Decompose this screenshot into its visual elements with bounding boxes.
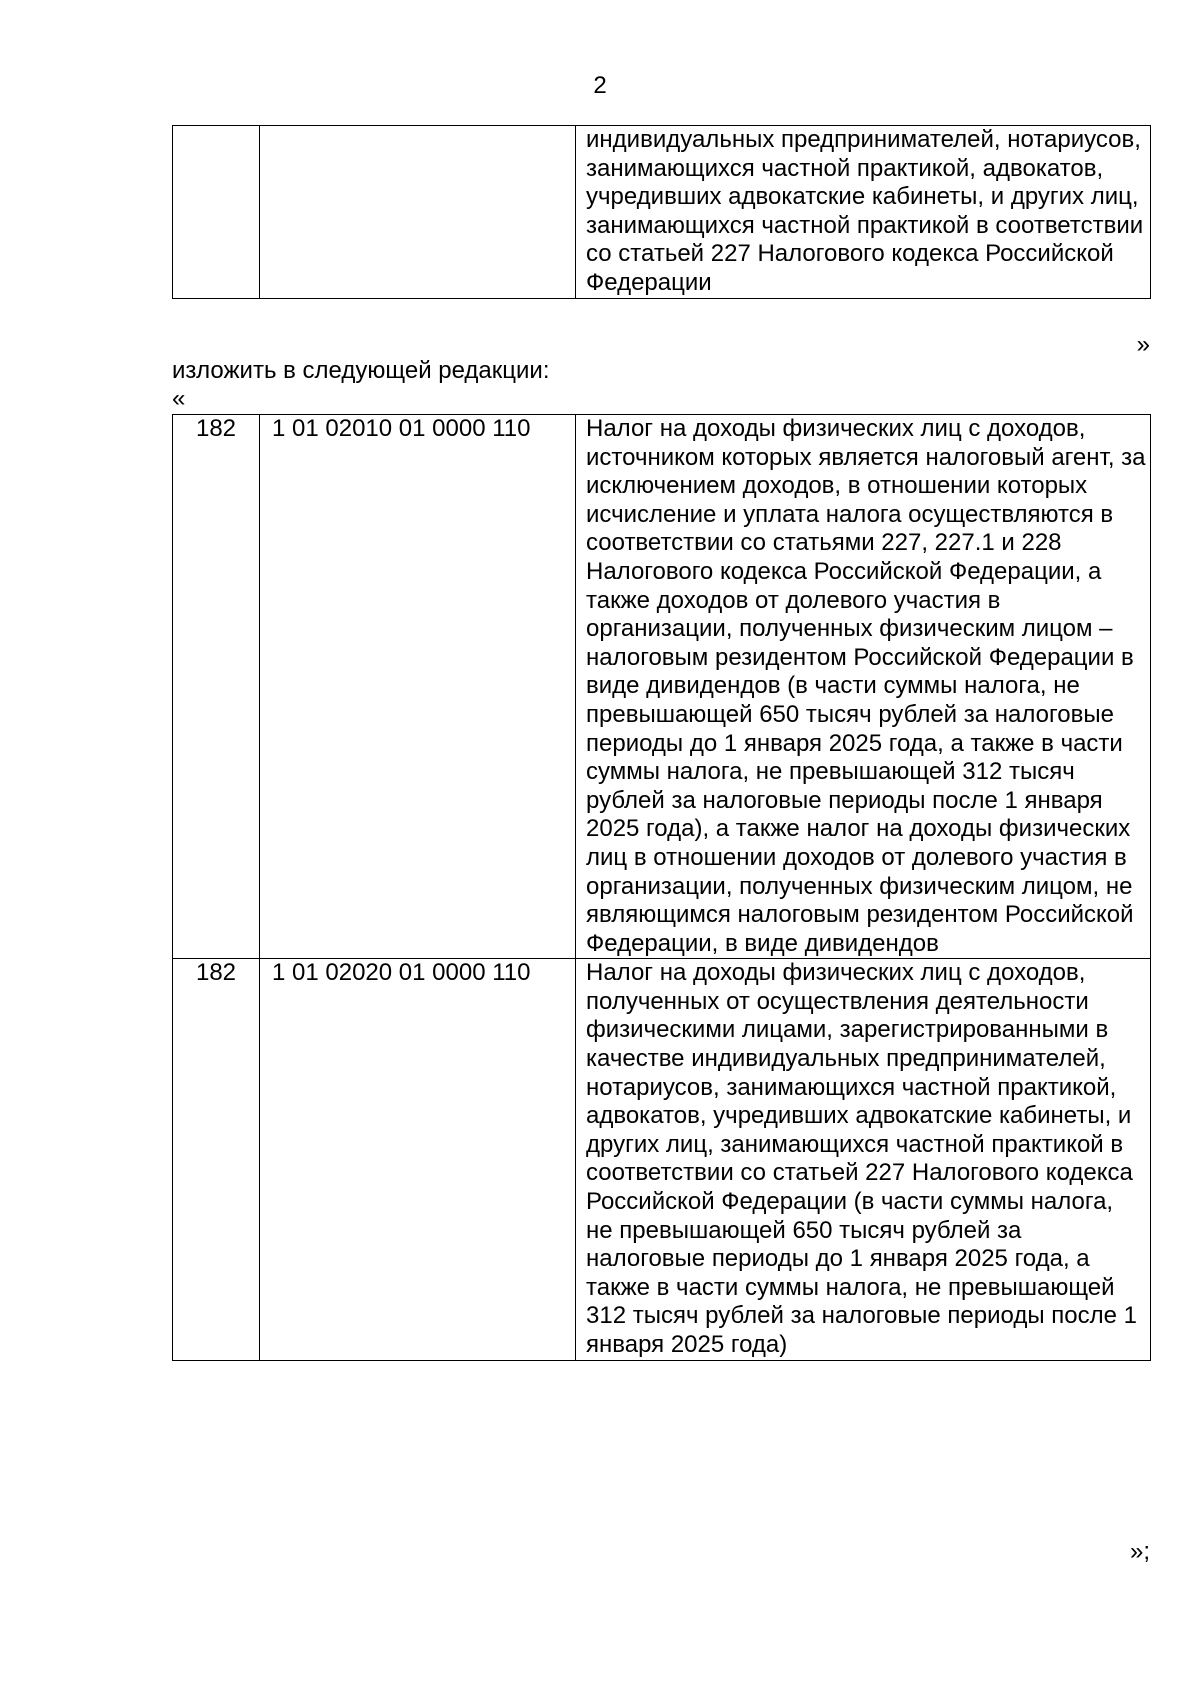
closing-quote: » bbox=[1136, 331, 1150, 358]
budget-admin-code-cell bbox=[173, 126, 260, 299]
budget-classification-code-cell: 1 01 02020 01 0000 110 bbox=[260, 959, 576, 1360]
budget-admin-code-cell: 182 bbox=[173, 959, 260, 1360]
income-name-cell: индивидуальных предпринимателей, нотариусов, занимающихся частной практикой, адвокатов, учредивших адвокатские кабинеты, и других лиц, занимающихся частной практикой в соответствии со статьей 227 Налогового кодекса Российской Федерации bbox=[576, 126, 1151, 299]
table-continuation bbox=[172, 125, 1151, 299]
table-new-edition bbox=[172, 414, 1151, 1361]
page-number: 2 bbox=[593, 72, 607, 99]
closing-quote-end: »; bbox=[1129, 1538, 1150, 1565]
income-name-cell: Налог на доходы физических лиц с доходов, источником которых является налоговый агент, за исключением доходов, в отношении которых исчисление и уплата налога осуществляются в соответствии со статьями 227, 227.1 и 228 Налогового кодекса Российской Федерации, а также доходов от долевого участия в организации, полученных физическим лицом – налоговым резидентом Российской Федерации в виде дивидендов (в части суммы налога, не превышающей 650 тысяч рублей за налоговые периоды до 1 января 2025 года, а также в части суммы налога, не превышающей 312 тысяч рублей за налоговые периоды после 1 января 2025 года), а также налог на доходы физических лиц в отношении доходов от долевого участия в организации, полученных физическим лицом, не являющимся налоговым резидентом Российской Федерации, в виде дивидендов bbox=[576, 415, 1151, 959]
opening-quote: « bbox=[172, 385, 186, 412]
budget-classification-code-cell: 1 01 02010 01 0000 110 bbox=[260, 415, 576, 959]
table-row bbox=[173, 959, 1151, 1360]
amendment-instruction: изложить в следующей редакции: bbox=[172, 357, 550, 384]
table-row bbox=[173, 126, 1151, 299]
table-row bbox=[173, 415, 1151, 959]
budget-admin-code-cell: 182 bbox=[173, 415, 260, 959]
budget-classification-code-cell bbox=[260, 126, 576, 299]
income-name-cell: Налог на доходы физических лиц с доходов, полученных от осуществления деятельности физическими лицами, зарегистрированными в качестве индивидуальных предпринимателей, нотариусов, занимающихся частной практикой, адвокатов, учредивших адвокатские кабинеты, и других лиц, занимающихся частной практикой в соответствии со статьей 227 Налогового кодекса Российской Федерации (в части суммы налога, не превышающей 650 тысяч рублей за налоговые периоды до 1 января 2025 года, а также в части суммы налога, не превышающей 312 тысяч рублей за налоговые периоды после 1 января 2025 года) bbox=[576, 959, 1151, 1360]
